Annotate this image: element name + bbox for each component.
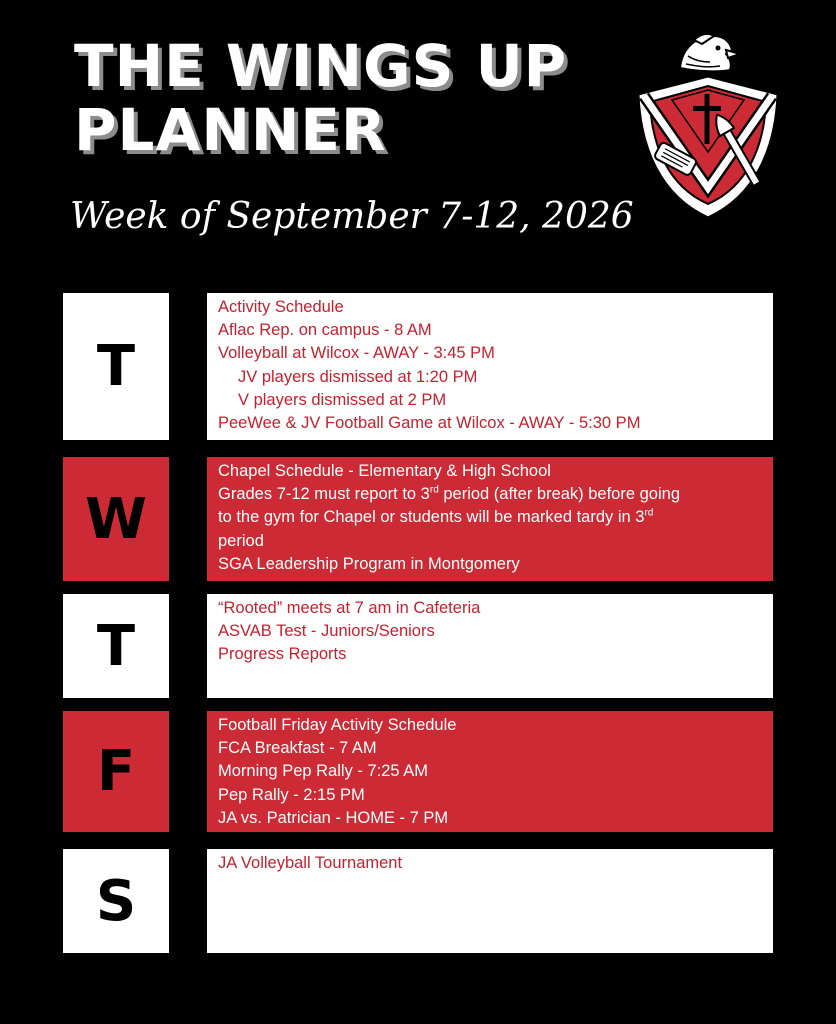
- event-line: Activity Schedule: [218, 298, 344, 316]
- planner-title: [74, 34, 567, 162]
- day-letter: F: [96, 739, 136, 804]
- day-tile-thursday: [63, 594, 169, 698]
- events-wednesday: [207, 457, 773, 581]
- ordinal-suffix: rd: [644, 507, 654, 519]
- event-line: JA vs. Patrician - HOME - 7 PM: [218, 808, 449, 827]
- day-letter: W: [85, 486, 147, 552]
- title-line-1: THE WINGS UP: [74, 32, 568, 100]
- day-tile-tuesday: [63, 293, 169, 440]
- event-line: JA Volleyball Tournament: [218, 854, 403, 872]
- event-line: Morning Pep Rally - 7:25 AM: [218, 762, 429, 781]
- day-tile-friday: [63, 711, 169, 832]
- day-letter: T: [96, 334, 136, 399]
- event-line: ASVAB Test - Juniors/Seniors: [218, 622, 435, 641]
- event-line: FCA Breakfast - 7 AM: [218, 739, 377, 758]
- week-subtitle: Week of September 7-12, 2026: [70, 196, 634, 237]
- event-line: [218, 483, 763, 506]
- event-line: PeeWee & JV Football Game at Wilcox - AWAY - 5:30 PM: [218, 414, 641, 433]
- event-text: Grades 7-12 must report to 3: [218, 485, 430, 504]
- event-line: V players dismissed at 2 PM: [238, 390, 447, 409]
- event-line: Progress Reports: [218, 645, 347, 664]
- events-thursday: [207, 594, 773, 698]
- day-tile-wednesday: [63, 457, 169, 581]
- event-line: [218, 506, 763, 529]
- day-letter: T: [96, 613, 136, 679]
- event-line: Volleyball at Wilcox - AWAY - 3:45 PM: [218, 344, 495, 363]
- event-text: to the gym for Chapel or students will be marked tardy in 3: [218, 508, 645, 527]
- event-line: period: [218, 531, 264, 550]
- events-saturday: [207, 849, 773, 953]
- event-line: Chapel Schedule - Elementary & High School: [218, 462, 551, 480]
- events-tuesday: [207, 293, 773, 440]
- event-line: Pep Rally - 2:15 PM: [218, 785, 365, 804]
- event-line: SGA Leadership Program in Montgomery: [218, 554, 520, 573]
- event-line: JV players dismissed at 1:20 PM: [238, 367, 478, 386]
- event-line: “Rooted” meets at 7 am in Cafeteria: [218, 599, 481, 617]
- event-text: period (after break) before going: [438, 485, 680, 504]
- day-letter: S: [95, 868, 137, 934]
- ordinal-suffix: rd: [429, 484, 439, 496]
- events-friday: [207, 711, 773, 832]
- event-line: Football Friday Activity Schedule: [218, 716, 457, 734]
- event-line: Aflac Rep. on campus - 8 AM: [218, 321, 432, 340]
- title-line-2: PLANNER: [74, 96, 387, 164]
- eagle-crest-logo: [630, 28, 786, 224]
- day-tile-saturday: [63, 849, 169, 953]
